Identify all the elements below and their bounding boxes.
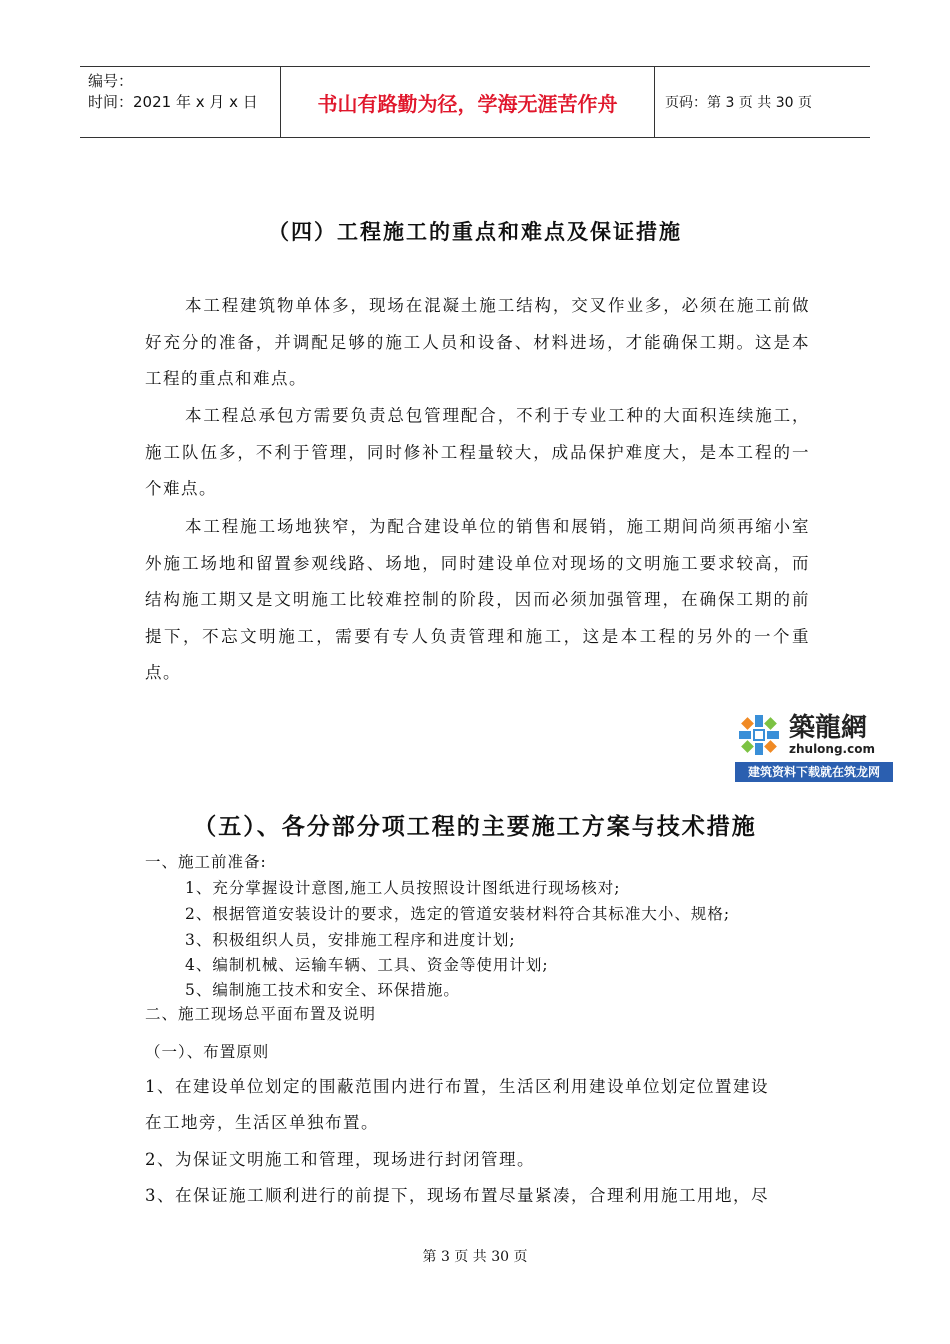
layout-heading: 二、施工现场总平面布置及说明 (145, 1005, 377, 1023)
header-page-label: 页码：第 3 页 共 30 页 (665, 95, 812, 111)
number-label: 编号： (88, 72, 134, 90)
section4-paragraph-2: 本工程总承包方需要负责总包管理配合，不利于专业工种的大面积连续施工，施工队伍多，不利于管理，同时修补工程量较大，成品保护难度大，是本工程的一个难点。 (145, 406, 810, 498)
logo-name: 築龍網 (789, 713, 868, 743)
prep-item-4: 4、编制机械、运输车辆、工具、资金等使用计划; (185, 956, 549, 974)
prep-item-1: 1、充分掌握设计意图,施工人员按照设计图纸进行现场核对; (185, 879, 621, 897)
prep-item-2: 2、根据管道安装设计的要求，选定的管道安装材料符合其标准大小、规格; (185, 905, 731, 923)
body-line-1: 1、在建设单位划定的围蔽范围内进行布置，生活区利用建设单位划定位置建设 (145, 1077, 769, 1096)
date-label: 时间：2021 年 x 月 x 日 (88, 93, 258, 111)
section4-paragraph-3: 本工程施工场地狭窄，为配合建设单位的销售和展销，施工期间尚须再缩小室外施工场地和留置参观线路、场地，同时建设单位对现场的文明施工要求较高，而结构施工期又是文明施工比较难控制的阶段，因而必须加强管理，在确保工期的前提下，不忘文明施工，需要有专人负责管理和施工，这是本工程的另外的一个重点。 (145, 517, 810, 682)
principle-heading: （一）、布置原则 (145, 1043, 270, 1061)
section4-title: （四）工程施工的重点和难点及保证措施 (268, 220, 682, 244)
section4-paragraph-1: 本工程建筑物单体多，现场在混凝土施工结构，交叉作业多，必须在施工前做好充分的准备，并调配足够的施工人员和设备、材料进场，才能确保工期。这是本工程的重点和难点。 (145, 296, 810, 388)
logo-band: 建筑资料下载就在筑龙网 (735, 762, 893, 782)
body-line-4: 3、在保证施工顺利进行的前提下，现场布置尽量紧凑，合理利用施工用地，尽 (145, 1186, 769, 1205)
body-line-2: 在工地旁，生活区单独布置。 (145, 1113, 379, 1132)
zhulong-logo (735, 708, 893, 784)
snowflake-icon (735, 711, 783, 759)
prep-item-5: 5、编制施工技术和安全、环保措施。 (185, 981, 460, 999)
page-footer: 第 3 页 共 30 页 (422, 1249, 528, 1265)
prep-heading: 一、施工前准备: (145, 853, 267, 871)
section5-title: （五）、各分部分项工程的主要施工方案与技术措施 (193, 814, 757, 840)
header-meta (80, 67, 281, 137)
logo-url: zhulong.com (789, 742, 875, 756)
body-line-3: 2、为保证文明施工和管理，现场进行封闭管理。 (145, 1150, 535, 1169)
header-motto: 书山有路勤为径，学海无涯苦作舟 (281, 67, 655, 137)
prep-item-3: 3、积极组织人员，安排施工程序和进度计划; (185, 931, 516, 949)
page-header (80, 66, 870, 138)
